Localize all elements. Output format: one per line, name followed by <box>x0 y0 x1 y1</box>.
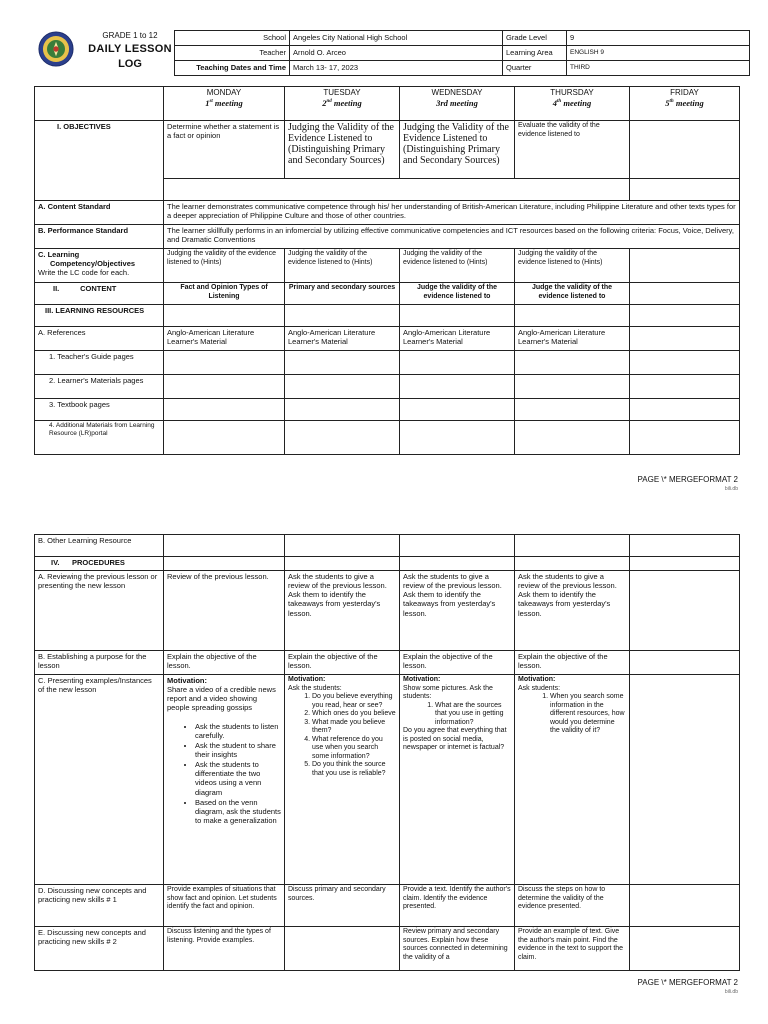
proc-wed <box>400 557 515 571</box>
objectives-label: I. OBJECTIVES <box>35 121 164 201</box>
school-value: Angeles City National High School <box>290 31 503 46</box>
add-mon <box>164 421 285 455</box>
objectives-tue: Judging the Validity of the Evidence Listened to (Distinguishing Primary and Secondary Sources) <box>285 121 400 179</box>
review-mon: Review of the previous lesson. <box>164 571 285 651</box>
tg-tue <box>285 351 400 375</box>
discuss2-thu: Provide an example of text. Give the author's main point. Find the evidence in the text to support the claim. <box>515 927 630 971</box>
content-mon: Fact and Opinion Types of Listening <box>164 283 285 305</box>
list-item: 5. Do you think the source that you use is reliable? <box>312 761 396 778</box>
discuss2-mon: Discuss listening and the types of listening. Provide examples. <box>164 927 285 971</box>
review-wed: Ask the students to give a review of the previous lesson. Ask them to identify the takeaways from yesterday's lesson. <box>400 571 515 651</box>
page-footer-1 <box>638 475 738 492</box>
presenting-thu-list <box>550 693 626 736</box>
objectives-fri <box>630 121 740 179</box>
purpose-wed: Explain the objective of the lesson. <box>400 651 515 675</box>
presenting-thu: Motivation: Ask students: 1. When you search some information in the different resources, how would you determine the validity of it? <box>515 675 630 885</box>
lm-thu <box>515 375 630 399</box>
purpose-fri <box>630 651 740 675</box>
lm-tue <box>285 375 400 399</box>
tb-thu <box>515 399 630 421</box>
competency-tue: Judging the validity of the evidence listened to (Hints) <box>285 249 400 283</box>
learners-materials-label: 2. Learner's Materials pages <box>35 375 164 399</box>
tb-mon <box>164 399 285 421</box>
or-tue <box>285 535 400 557</box>
add-wed <box>400 421 515 455</box>
discuss1-thu: Discuss the steps on how to determine the validity of the evidence presented. <box>515 885 630 927</box>
references-wed: Anglo-American Literature Learner's Material <box>400 327 515 351</box>
discuss1-fri <box>630 885 740 927</box>
lm-mon <box>164 375 285 399</box>
or-mon <box>164 535 285 557</box>
or-wed <box>400 535 515 557</box>
school-label: School <box>175 31 290 46</box>
grade-level-label: Grade Level <box>503 31 567 46</box>
content-standard-text: The learner demonstrates communicative competence through his/ her understanding of British-American Literature, including Philippine Literature and other texts types for a deeper appreciation of Philippine Culture and those of other countries. <box>164 201 740 225</box>
content-fri <box>630 283 740 305</box>
add-fri <box>630 421 740 455</box>
list-item: • Ask the students to differentiate the two videos using a venn diagram <box>195 760 281 797</box>
purpose-tue: Explain the objective of the lesson. <box>285 651 400 675</box>
learning-resources-label: III. LEARNING RESOURCES <box>35 305 164 327</box>
presenting-wed-list <box>435 702 511 728</box>
discuss2-tue <box>285 927 400 971</box>
textbook-pages-label: 3. Textbook pages <box>35 399 164 421</box>
day-header-monday: MONDAY 1st meeting <box>164 87 285 121</box>
competency-mon: Judging the validity of the evidence listened to (Hints) <box>164 249 285 283</box>
references-label: A. References <box>35 327 164 351</box>
teacher-value: Arnold O. Arceo <box>290 46 503 61</box>
presenting-tue: Motivation: Ask the students: 1. Do you believe everything you read, hear or see? 2. Which ones do you believe 3. What made you believe them? 4. What reference do you use when you search some information? 5. Do you think the source that you use is reliable? <box>285 675 400 885</box>
references-mon: Anglo-American Literature Learner's Material <box>164 327 285 351</box>
add-tue <box>285 421 400 455</box>
lr-wed <box>400 305 515 327</box>
tb-tue <box>285 399 400 421</box>
tb-wed <box>400 399 515 421</box>
competency-fri <box>630 249 740 283</box>
page-field-code: PAGE \* MERGEFORMAT 2 <box>637 475 738 484</box>
lesson-plan-table-page2 <box>34 534 740 971</box>
grade-range: GRADE 1 to 12 <box>102 31 158 40</box>
objectives-blank-fri <box>630 179 740 201</box>
day-header-tuesday: TUESDAY 2nd meeting <box>285 87 400 121</box>
objectives-thu: Evaluate the validity of the evidence listened to <box>515 121 630 179</box>
header-info-table <box>174 30 750 76</box>
list-item: • Based on the venn diagram, ask the students to make a generalization <box>195 798 281 825</box>
teacher-label: Teacher <box>175 46 290 61</box>
page-field-code: PAGE \* MERGEFORMAT 2 <box>637 978 738 987</box>
proc-tue <box>285 557 400 571</box>
discuss1-mon: Provide examples of situations that show fact and opinion. Let students identify the fact and opinion. <box>164 885 285 927</box>
list-item: 3. What made you believe them? <box>312 719 396 736</box>
dates-value: March 13- 17, 2023 <box>290 61 503 76</box>
discuss2-label: E. Discussing new concepts and practicing new skills # 2 <box>35 927 164 971</box>
content-tue: Primary and secondary sources <box>285 283 400 305</box>
proc-thu <box>515 557 630 571</box>
list-item: 1. Do you believe everything you read, hear or see? <box>312 693 396 710</box>
footer-small-text: bili.db <box>724 988 738 995</box>
additional-materials-label: 4. Additional Materials from Learning Resource (LR)portal <box>35 421 164 455</box>
competency-thu: Judging the validity of the evidence listened to (Hints) <box>515 249 630 283</box>
presenting-label: C. Presenting examples/Instances of the new lesson <box>35 675 164 885</box>
performance-standard-label: B. Performance Standard <box>35 225 164 249</box>
learning-area-label: Learning Area <box>503 46 567 61</box>
review-fri <box>630 571 740 651</box>
proc-mon <box>164 557 285 571</box>
presenting-mon-bullets <box>195 722 281 826</box>
content-standard-label: A. Content Standard <box>35 201 164 225</box>
objectives-wed: Judging the Validity of the Evidence Listened to (Distinguishing Primary and Secondary Sources) <box>400 121 515 179</box>
or-fri <box>630 535 740 557</box>
dates-label: Teaching Dates and Time <box>175 61 290 76</box>
corner-cell <box>35 87 164 121</box>
day-header-friday: FRIDAY 5th meeting <box>630 87 740 121</box>
references-thu: Anglo-American Literature Learner's Material <box>515 327 630 351</box>
add-thu <box>515 421 630 455</box>
day-header-thursday: THURSDAY 4th meeting <box>515 87 630 121</box>
competency-wed: Judging the validity of the evidence listened to (Hints) <box>400 249 515 283</box>
doc-title-line1: DAILY LESSON <box>88 42 172 55</box>
discuss1-tue: Discuss primary and secondary sources. <box>285 885 400 927</box>
lr-thu <box>515 305 630 327</box>
quarter-value: THIRD <box>567 61 750 76</box>
purpose-label: B. Establishing a purpose for the lesson <box>35 651 164 675</box>
list-item: 4. What reference do you use when you search some information? <box>312 736 396 762</box>
content-label: II. CONTENT <box>35 283 164 305</box>
or-thu <box>515 535 630 557</box>
lm-wed <box>400 375 515 399</box>
lr-mon <box>164 305 285 327</box>
objectives-mon: Determine whether a statement is a fact or opinion <box>164 121 285 179</box>
list-item: 2. Which ones do you believe <box>312 710 396 719</box>
references-tue: Anglo-American Literature Learner's Material <box>285 327 400 351</box>
list-item: 1. When you search some information in the different resources, how would you determine the validity of it? <box>550 693 626 736</box>
proc-fri <box>630 557 740 571</box>
discuss2-fri <box>630 927 740 971</box>
content-thu: Judge the validity of the evidence listened to <box>515 283 630 305</box>
purpose-thu: Explain the objective of the lesson. <box>515 651 630 675</box>
content-wed: Judge the validity of the evidence listened to <box>400 283 515 305</box>
review-label: A. Reviewing the previous lesson or presenting the new lesson <box>35 571 164 651</box>
doc-title-line2: LOG <box>118 58 142 71</box>
tg-wed <box>400 351 515 375</box>
competency-label: C. Learning Competency/Objectives Write the LC code for each. <box>35 249 164 283</box>
presenting-mon: Motivation: Share a video of a credible news report and a video showing people spreading gossips • Ask the students to listen carefully. • Ask the student to share their insights • Ask the students to differentiate the two videos using a venn diagram • Based on the venn diagram, ask the students to make a generalization <box>164 675 285 885</box>
discuss2-wed: Review primary and secondary sources. Explain how these sources connected in determining the validity of a <box>400 927 515 971</box>
presenting-fri <box>630 675 740 885</box>
quarter-label: Quarter <box>503 61 567 76</box>
purpose-mon: Explain the objective of the lesson. <box>164 651 285 675</box>
objectives-blank-row <box>164 179 630 201</box>
tb-fri <box>630 399 740 421</box>
learning-area-value: ENGLISH 9 <box>567 46 750 61</box>
lr-tue <box>285 305 400 327</box>
grade-level-value: 9 <box>567 31 750 46</box>
list-item: • Ask the students to listen carefully. <box>195 722 281 740</box>
lm-fri <box>630 375 740 399</box>
presenting-wed: Motivation: Show some pictures. Ask the students: 1. What are the sources that you use in getting information? Do you agree that everything that is posted on social media, newspaper or internet is factual? <box>400 675 515 885</box>
school-seal-logo <box>38 31 74 67</box>
teachers-guide-label: 1. Teacher's Guide pages <box>35 351 164 375</box>
page-footer-2 <box>638 978 738 995</box>
review-thu: Ask the students to give a review of the previous lesson. Ask them to identify the takeaways from yesterday's lesson. <box>515 571 630 651</box>
lesson-plan-table-page1 <box>34 86 740 455</box>
list-item: • Ask the student to share their insights <box>195 741 281 759</box>
presenting-tue-list <box>312 693 396 778</box>
review-tue: Ask the students to give a review of the previous lesson. Ask them to identify the takeaways from yesterday's lesson. <box>285 571 400 651</box>
tg-mon <box>164 351 285 375</box>
procedures-label: IV. PROCEDURES <box>35 557 164 571</box>
discuss1-wed: Provide a text. Identify the author's claim. Identify the evidence presented. <box>400 885 515 927</box>
other-resource-label: B. Other Learning Resource <box>35 535 164 557</box>
references-fri <box>630 327 740 351</box>
day-header-wednesday: WEDNESDAY 3rd meeting <box>400 87 515 121</box>
tg-thu <box>515 351 630 375</box>
discuss1-label: D. Discussing new concepts and practicing new skills # 1 <box>35 885 164 927</box>
lr-fri <box>630 305 740 327</box>
performance-standard-text: The learner skillfully performs in an infomercial by utilizing effective communicative competencies and ICT resources based on the following criteria: Focus, Voice, Delivery, and Dramatic Conventions <box>164 225 740 249</box>
list-item: 1. What are the sources that you use in getting information? <box>435 702 511 728</box>
footer-small-text: bili.db <box>724 485 738 492</box>
tg-fri <box>630 351 740 375</box>
